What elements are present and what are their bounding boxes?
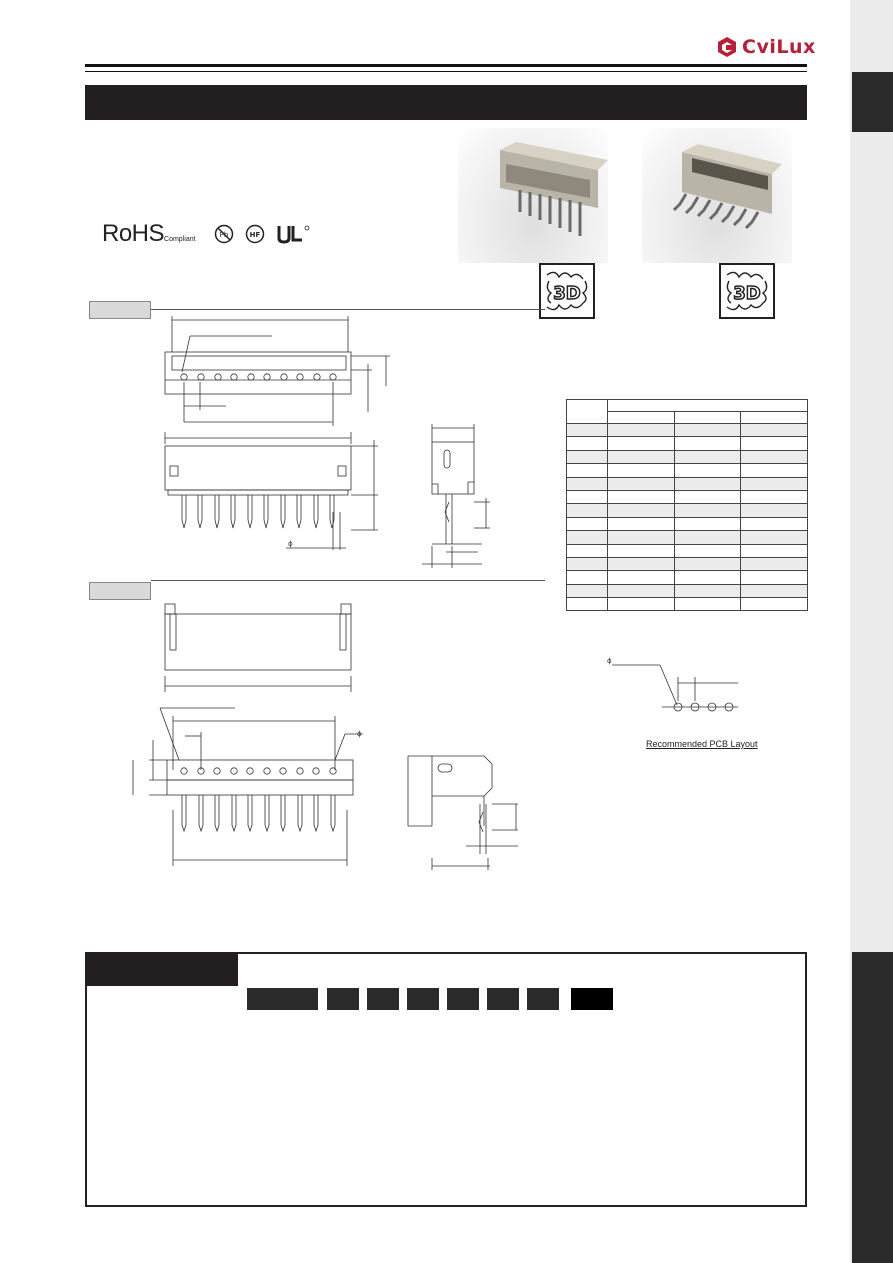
dimension-table — [566, 399, 808, 611]
3d-model-icon[interactable] — [719, 263, 775, 319]
drawing-right-angle-top-view — [150, 600, 370, 696]
svg-text:ϕ: ϕ — [288, 540, 293, 548]
svg-text:ϕ: ϕ — [607, 657, 612, 665]
brand-logo — [716, 36, 816, 58]
drawing-straight-front-view — [150, 430, 390, 560]
part-number-field — [487, 988, 519, 1010]
rohs-logo — [102, 220, 196, 248]
part-number-field — [447, 988, 479, 1010]
halogen-free-icon — [245, 224, 265, 244]
header-rule — [85, 64, 807, 67]
svg-text:Pb: Pb — [219, 231, 229, 239]
rohs-compliant-text: Compliant — [164, 236, 196, 243]
section-rule — [151, 580, 545, 581]
cvilux-logo-icon — [716, 36, 738, 58]
title-bar — [85, 85, 807, 120]
product-photo-right-angle — [642, 128, 792, 263]
ordering-info-box — [85, 952, 807, 1207]
ul-recognized-icon — [276, 224, 312, 244]
drawing-right-angle-side-view — [400, 748, 525, 873]
product-photo-straight — [458, 128, 608, 263]
header-rule-thin — [85, 71, 807, 72]
section-rule — [151, 309, 545, 310]
pcb-layout-drawing — [600, 655, 750, 717]
part-number-field — [407, 988, 439, 1010]
brand-name: CviLux — [742, 36, 816, 58]
section-label-straight — [89, 301, 151, 319]
ordering-info-header — [85, 952, 238, 986]
svg-text:ϕ: ϕ — [357, 730, 362, 738]
lead-free-icon — [214, 224, 234, 244]
drawing-right-angle-front-view — [125, 700, 375, 870]
part-number-field — [367, 988, 399, 1010]
side-tab-top — [852, 72, 893, 132]
part-number-prefix — [247, 988, 318, 1010]
drawing-straight-side-view — [418, 422, 498, 572]
part-number-field — [327, 988, 359, 1010]
pcb-layout-caption: Recommended PCB Layout — [646, 739, 758, 749]
svg-text:3D: 3D — [733, 283, 761, 304]
part-number-field — [527, 988, 559, 1010]
side-tab-bottom — [852, 952, 893, 1263]
drawing-straight-top-view — [150, 312, 400, 432]
rohs-text: RoHS — [102, 220, 165, 247]
3d-model-icon[interactable] — [539, 263, 595, 319]
svg-text:3D: 3D — [553, 283, 581, 304]
part-number-suffix — [571, 988, 613, 1010]
section-label-right-angle — [89, 582, 151, 600]
svg-text:HF: HF — [249, 231, 261, 239]
